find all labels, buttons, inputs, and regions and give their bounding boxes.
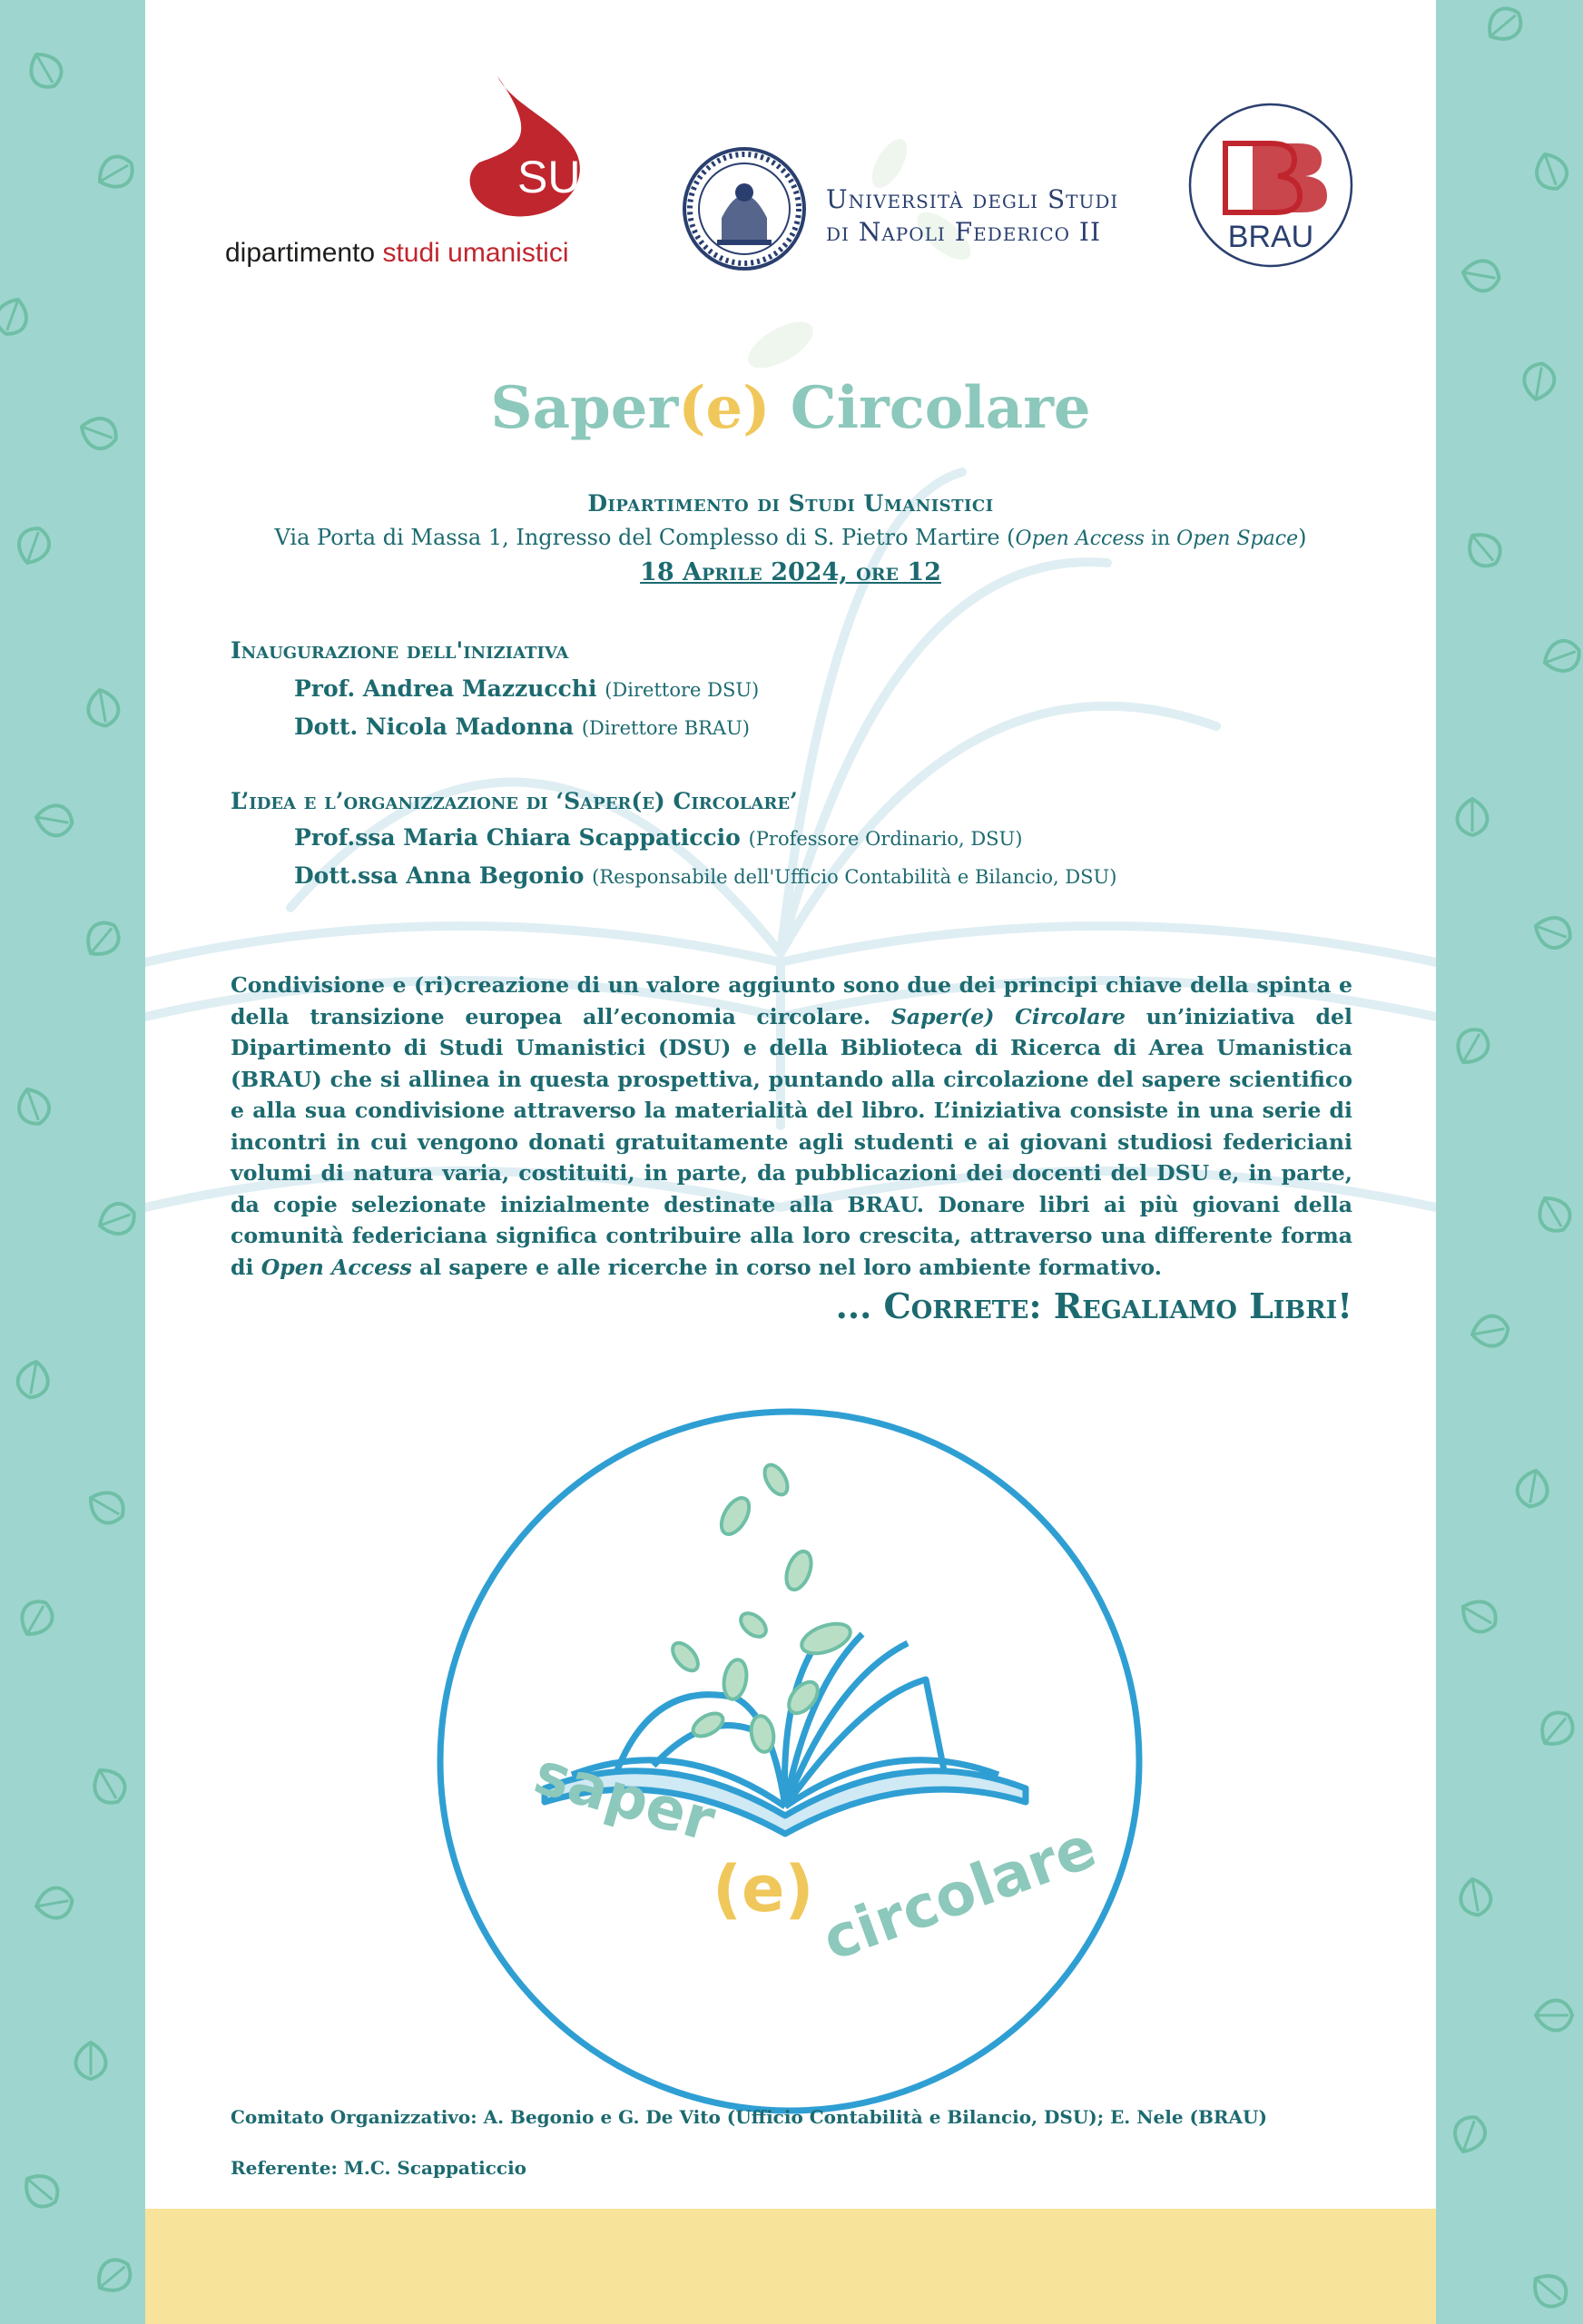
university-seal-icon <box>681 145 808 272</box>
leaf-pattern-icon <box>0 47 139 2299</box>
emblem-paren: (e) <box>713 1852 814 1926</box>
speaker: Dott. Nicola Madonna (Direttore BRAU) <box>294 714 750 740</box>
poster-page <box>145 0 1436 2209</box>
dsu-caption: dipartimento studi umanistici <box>225 238 569 268</box>
event-title: Saper(e) Circolare <box>490 374 1091 442</box>
left-leaf-border <box>0 0 145 2324</box>
section-idea: L’idea e l’organizzazione di ‘Saper(e) Circolare’ <box>231 788 798 814</box>
speaker: Prof. Andrea Mazzucchi (Direttore DSU) <box>294 675 760 702</box>
emblem-word-circolare: circolare <box>814 1814 1106 1974</box>
event-address: Via Porta di Massa 1, Ingresso del Complesso di S. Pietro Martire (Open Access in Open Space) <box>274 525 1307 550</box>
su-drop-icon <box>461 76 588 222</box>
emblem-word-saper: saper <box>526 1739 723 1856</box>
unina-logo <box>681 145 1189 281</box>
brau-logo <box>1187 102 1354 269</box>
university-name: Università degli Studi di Napoli Federico II <box>826 184 1119 247</box>
section-inauguration: Inaugurazione dell'iniziativa <box>231 637 569 664</box>
leaf-pattern-icon <box>1449 2 1583 2314</box>
department-heading: Dipartimento di Studi Umanistici <box>587 490 994 517</box>
saper-circolare-emblem-icon <box>436 1407 1144 2115</box>
initiative-description: Condivisione e (ri)creazione di un valore aggiunto sono due dei principi chiave della spinta e della transizione europea all’economia circolare. Saper(e) Circolare un’iniziativa del Dipartimento di Studi Umanistici (DSU) e della Biblioteca di Ricerca di Area Umanistica (BRAU) che si allinea in questa prospettiva, puntando alla circolazione del sapere scientifico e alla sua condivisione attraverso la materialità del libro. L’iniziativa consiste in una serie di incontri in cui vengono donati gratuitamente agli studenti e ai giovani studiosi federiciani volumi di natura varia, costituiti, in parte, da pubblicazioni dei docenti del DSU e, in parte, da copie selezionate inizialmente destinate alla BRAU. Donare libri ai più giovani della comunità federiciana significa contribuire alla loro crescita, attraverso una differente forma di Open Access al sapere e alle ricerche in corso nel loro ambiente formativo. <box>231 972 1352 1280</box>
referent: Referente: M.C. Scappaticcio <box>231 2157 527 2179</box>
brau-mark-icon <box>1187 102 1354 269</box>
footer-band <box>145 2209 1436 2324</box>
event-date: 18 Aprile 2024, ore 12 <box>640 558 941 586</box>
speaker: Prof.ssa Maria Chiara Scappaticcio (Professore Ordinario, DSU) <box>294 824 1023 851</box>
dsu-logo <box>225 76 606 276</box>
speaker: Dott.ssa Anna Begonio (Responsabile dell'Ufficio Contabilità e Bilancio, DSU) <box>294 862 1117 889</box>
organizing-committee: Comitato Organizzativo: A. Begonio e G. De Vito (Ufficio Contabilità e Bilancio, DSU); E. Nele (BRAU) <box>231 2106 1267 2128</box>
su-badge: SU <box>517 152 581 202</box>
right-leaf-border <box>1436 0 1583 2324</box>
brau-label: BRAU <box>1227 220 1314 254</box>
slogan: ... Correte: Regaliamo Libri! <box>835 1285 1352 1326</box>
